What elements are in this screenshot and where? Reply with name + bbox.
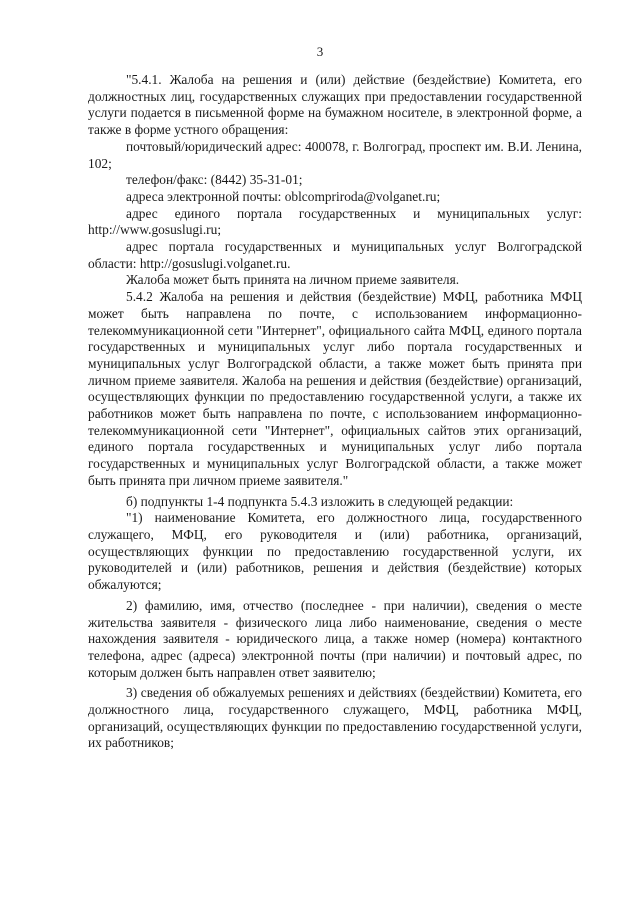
paragraph-subitem-b: б) подпункты 1-4 подпункта 5.4.3 изложить в следующей редакции: <box>126 493 514 509</box>
paragraph-item-3: 3) сведения об обжалуемых решениях и действиях (бездействии) Комитета, его должностного лица, государственного служащего, МФЦ, работника МФЦ, организаций, осуществляющих функции по предоставлению государственной услуги, их работников; <box>88 685 582 751</box>
page-number: 3 <box>316 44 324 59</box>
document-body <box>88 72 582 752</box>
paragraph-federal-portal: адрес единого портала государственных и муниципальных услуг: http://www.gosuslugi.ru; <box>88 205 582 238</box>
paragraph-regional-portal: адрес портала государственных и муниципальных услуг Волгоградской области: http://gosuslugi.volganet.ru. <box>88 239 582 271</box>
paragraph-item-2: 2) фамилию, имя, отчество (последнее - при наличии), сведения о месте жительства заявителя - физического лица либо наименование, сведения о месте нахождения заявителя - юридического лица, а также номер (номера) контактного телефона, адрес (адреса) электронной почты (при наличии) и почтовый адрес, по которым должен быть направлен ответ заявителю; <box>88 597 582 680</box>
paragraph-5-4-1: "5.4.1. Жалоба на решения и (или) действие (бездействие) Комитета, его должностных лиц, государственных служащих при предоставлении государственной услуги подается в письменной форме на бумажном носителе, в электронной форме, а также в форме устного обращения: <box>88 72 582 138</box>
paragraph-5-4-2: 5.4.2 Жалоба на решения и действия (бездействие) МФЦ, работника МФЦ может быть направлена по почте, с использованием информационно-телекоммуникационной сети "Интернет", официального сайта МФЦ, единого портала государственных и муниципальных услуг либо портала государственных и муниципальных услуг Волгоградской области, а также может быть принята при личном приеме заявителя. Жалоба на решения и действия (бездействие) организаций, осуществляющих функции по предоставлению государственной услуги, а также их работников может быть направлена по почте, с использованием информационно-телекоммуникационной сети "Интернет", официальных сайтов этих организаций, единого портала государственных и муниципальных услуг либо портала государственных и муниципальных услуг Волгоградской области, а также может быть принята при личном приеме заявителя." <box>88 289 582 488</box>
paragraph-item-1: "1) наименование Комитета, его должностного лица, государственного служащего, МФЦ, его руководителя и (или) работника, организаций, осуществляющих функции по предоставлению государственной услуги, их руководителей и (или) работников, решения и действия (бездействие) которых обжалуются; <box>88 510 582 593</box>
paragraph-personal-reception: Жалоба может быть принята на личном приеме заявителя. <box>126 272 460 288</box>
paragraph-phone-fax: телефон/факс: (8442) 35-31-01; <box>126 172 303 188</box>
paragraph-email: адреса электронной почты: oblcompriroda@volganet.ru; <box>126 188 441 204</box>
paragraph-postal-address: почтовый/юридический адрес: 400078, г. Волгоград, проспект им. В.И. Ленина, 102; <box>88 138 582 171</box>
